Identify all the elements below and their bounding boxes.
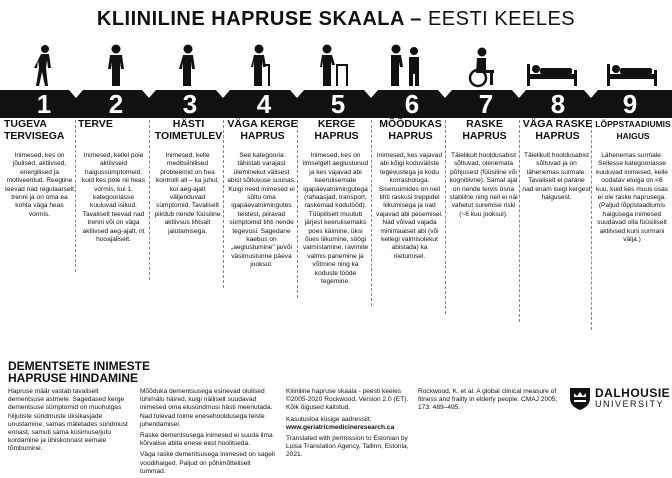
website-link[interactable]: www.geriatricmedicineresearch.ca bbox=[286, 423, 395, 431]
scale-number: 1 bbox=[36, 89, 52, 119]
level-heading: RASKE HAPRUS bbox=[462, 118, 507, 142]
level-description: Inimesed, kellel pole aktiivseid haigussümptomeid, kuid kes pole nii heas vormis, kui 1. kategooriasse kuuluvad isikud. Tavaliselt teevad nad trenni või on väga aktiivsed aeg-ajalt, nt hooajaliselt. bbox=[81, 152, 146, 244]
level-description: Täielikult hooldusabist sõltuvad, olenemata põhjusest (füüsiline või kognitiivne). Samal ajal on nende tervis üsna stabiilne ning neil ei näi vahetut suremise riski (~6 kuu jooksul). bbox=[449, 152, 518, 218]
scale-number: 6 bbox=[404, 89, 420, 119]
band-notch bbox=[69, 90, 83, 98]
band-notch bbox=[216, 90, 230, 98]
level-description: Inimesed, kes on ilmselgelt aeglustunud ja kes vajavad abi keerulisemate igapäevatoimingutega (rahaasjad, transport, raskemad kodutööd). Tüüpiliselt muutub järjest keerulisemaks poes käimine, üksi õues liikumine, söögi valmistamine, ravimite valmis panemine ja võtmine ning ka koduste tööde tegemine. bbox=[302, 152, 369, 286]
dalhousie-logo bbox=[569, 387, 670, 411]
permission-label: Kasutusloa küsige aadressilt: bbox=[286, 415, 372, 423]
level-heading: VÄGA KERGE HAPRUS bbox=[227, 118, 298, 142]
figure-8-person-in-bed bbox=[516, 40, 588, 88]
band-notch bbox=[364, 90, 378, 98]
copyright-block bbox=[286, 388, 412, 460]
figure-1-walking-person bbox=[8, 40, 80, 88]
logo-line-2: UNIVERSITY bbox=[595, 399, 665, 409]
figure-5-person-with-walker bbox=[298, 40, 370, 88]
level-column-6 bbox=[372, 118, 447, 261]
level-heading: KERGE HAPRUS bbox=[314, 118, 359, 142]
figure-2-standing-person bbox=[80, 40, 152, 88]
level-column-1 bbox=[2, 118, 77, 219]
scale-number: 2 bbox=[108, 89, 124, 119]
level-heading: LÕPPSTAADIUMIS HAIGUS bbox=[595, 119, 671, 141]
university-shield-icon bbox=[569, 387, 591, 411]
level-description: Lähenemas surmale. Sellesse kategooriasse kuuluvad inimesed, kelle oodatav eluiga on <6 kuu, kuid kes muus osas ei ole raske haprusega. (Paljud lõppstaadiumis haigusega inimesed suudavad olla füüsiliselt aktiivsed kuni surmani välja.) bbox=[595, 152, 669, 244]
copyright-text: Kliiniline hapruse skaala - peesti keeles ©2005-2020 Rockwood, Version 2.0 (ET). Kõik õigused kaitstud. bbox=[286, 388, 409, 412]
level-column-7 bbox=[446, 118, 521, 219]
dementia-very-severe: Väga raske dementsusega inimesed on sageli voodihaiged. Paljud on põhimõtteliselt tummad. bbox=[140, 451, 275, 475]
page-title bbox=[0, 8, 672, 31]
dementia-severe: Raske dementsusega inimesed ei suuda ilma kõrvalise abita enese eest hoolitseda. bbox=[140, 432, 273, 448]
dementia-moderate: Mõõduka dementsusega esinevad olulised lühimälu häired, kuigi näiliselt suudavad inimesed oma elusündmusi hästi meenutada. Nad tulevad toime enesehooldusega teiste juhendamisel. bbox=[140, 388, 273, 428]
reference-citation: Rockwood, K. et al. A global clinical measure of fitness and frailty in elderly people. CMAJ 2005; 173: 489–495. bbox=[418, 388, 558, 412]
dementia-section-title: DEMENTSETE INIMESTE HAPRUSE HINDAMINE bbox=[8, 359, 151, 385]
band-notch bbox=[438, 90, 452, 98]
level-column-3 bbox=[150, 118, 225, 236]
level-heading: TUGEVA TERVISEGA bbox=[4, 118, 65, 142]
figure-row bbox=[0, 40, 672, 88]
level-column-8 bbox=[519, 118, 594, 202]
figure-3-standing-person bbox=[152, 40, 224, 88]
figure-7-person-in-wheelchair bbox=[444, 40, 516, 88]
logo-line-1: DALHOUSIE bbox=[595, 386, 671, 400]
scale-number: 4 bbox=[256, 89, 272, 119]
dementia-text-2 bbox=[140, 388, 278, 476]
level-description: Inimesed, kes vajavad abi kõigi koduväliste tegevustega ja kodu korrashoiuga. Siseruumides on neil tihti raskusi treppidel liikumisega ja nad vajavad abi pesemisel. Nad võivad vajada minimaalset abi (või kellegi valmisolekut abistada) ka riietumisel. bbox=[376, 152, 443, 260]
level-heading: MÕÕDUKAS HAPRUS bbox=[379, 118, 442, 142]
translation-note: Translated with permission to Estonian by Luisa Translation Agency, Tallinn, Estonia, 2021. bbox=[286, 435, 409, 459]
figure-9-person-in-bed bbox=[596, 40, 668, 88]
band-notch bbox=[584, 90, 598, 98]
scale-number: 3 bbox=[182, 89, 198, 119]
dementia-text-1: Hapruse määr vastab tavaliselt dementsuse astmele. Sagedased kerge dementsuse sümptomid on muuhulgas hiljutiste sündmuste üksikasjade unustamine, samas mäletades sündmust ennast, samuti sama küsimuse/jutu kordamine ja ühiskonnast eemale tõmbumine. bbox=[8, 388, 128, 453]
scale-number: 7 bbox=[478, 89, 494, 119]
level-heading: HÄSTI TOIMETULEV bbox=[154, 118, 223, 142]
level-column-5 bbox=[298, 118, 373, 287]
band-notch bbox=[142, 90, 156, 98]
level-description: See kategooria tähistab varajast üleminekut välisest abist sõltuvuse suunas. Kuigi need inimesed ei sõltu oma igapäevatoimingutes teistest, piiravad sümptomid tihti nende tegevusi. Sagedane kaebus on „aeglustumine" ja/või väsimustunne päeva jooksul. bbox=[227, 152, 296, 269]
scale-number: 9 bbox=[622, 89, 638, 119]
level-column-4 bbox=[224, 118, 299, 270]
level-description: Inimesed, kes on jõulised, aktiivsed, energilised ja motiveeritud. Reegline teevad nad regulaarselt trenni ja on oma ea kohta väga heas vormis. bbox=[5, 152, 74, 218]
scale-number: 8 bbox=[550, 89, 566, 119]
level-column-9 bbox=[592, 118, 672, 244]
level-heading: TERVE bbox=[78, 118, 113, 130]
figure-6-person-with-helper bbox=[370, 40, 442, 88]
figure-4-person-with-cane bbox=[226, 40, 298, 88]
level-heading: VÄGA RASKE HAPRUS bbox=[522, 118, 593, 142]
level-description: Täielikult hooldusabist sõltuvad ja on lähenemas surmale. Tavaliselt ei parane nad enam isegi kergest haigusest. bbox=[522, 152, 591, 202]
title-main: KLIINILINE HAPRUSE SKAALA – bbox=[96, 8, 422, 30]
band-notch bbox=[512, 90, 526, 98]
level-description: Inimesed, kelle meditsiinilised probleemid on hea kontrolli all – ka juhul, kui aeg-ajalt väljenduvad sümptomid. Tavaliselt piirdub nende füüsiline aktiivsus lihtsalt jalutamisega. bbox=[154, 152, 221, 235]
level-column-2 bbox=[76, 118, 151, 244]
band-notch bbox=[290, 90, 304, 98]
title-sub: EESTI KEELES bbox=[421, 8, 576, 30]
level-columns bbox=[0, 118, 672, 350]
scale-number: 5 bbox=[330, 89, 346, 119]
